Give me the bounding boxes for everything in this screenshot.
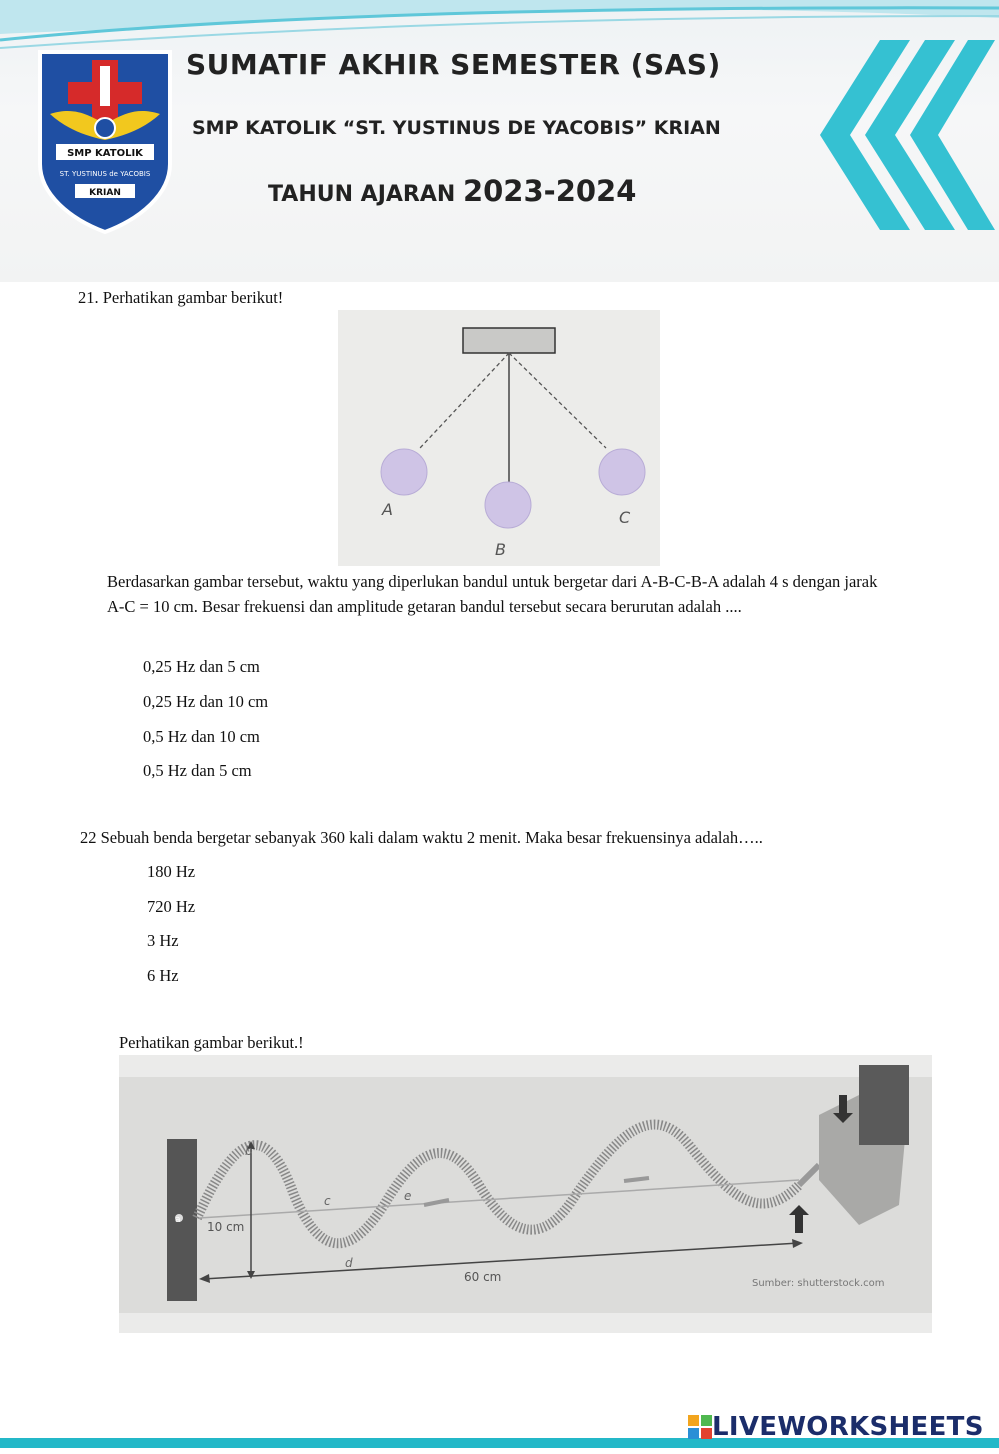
wave-label-b: b (245, 1144, 253, 1158)
page-header (0, 0, 999, 282)
academic-year (268, 174, 636, 208)
question-21-number: 21. (78, 288, 99, 307)
q21-option-3[interactable]: 0,5 Hz dan 10 cm (143, 727, 260, 746)
q22-option-1[interactable]: 180 Hz (147, 862, 196, 881)
pendulum-label-c: C (619, 508, 631, 527)
logo-text-1: SMP KATOLIK (67, 148, 143, 159)
logo-text-2: ST. YUSTINUS de YACOBIS (59, 170, 151, 178)
spring-wave-figure (119, 1055, 932, 1333)
wave-length-label: 60 cm (464, 1270, 502, 1284)
q22-option-3[interactable]: 3 Hz (147, 931, 179, 950)
pendulum-label-a: A (382, 500, 393, 519)
question-22-number: 22 (80, 828, 97, 847)
wave-amplitude-label: 10 cm (207, 1220, 245, 1234)
liveworksheets-icon (688, 1415, 712, 1439)
school-logo (30, 44, 180, 234)
wave-label-c: c (324, 1194, 331, 1208)
wave-label-e: e (404, 1189, 412, 1203)
question-21-header (78, 286, 283, 310)
question-22-header (80, 826, 763, 850)
logo-text-3: KRIAN (89, 188, 121, 198)
q22-option-2[interactable]: 720 Hz (147, 897, 196, 916)
question-21-prompt: Perhatikan gambar berikut! (102, 288, 284, 307)
wave-source-label: Sumber: shutterstock.com (752, 1278, 885, 1289)
q21-option-4[interactable]: 0,5 Hz dan 5 cm (143, 761, 252, 780)
question-23-prompt: Perhatikan gambar berikut.! (119, 1033, 304, 1052)
footer-brand: LIVEWORKSHEETS (712, 1412, 984, 1442)
q21-option-1[interactable]: 0,25 Hz dan 5 cm (143, 657, 260, 676)
question-22-text: Sebuah benda bergetar sebanyak 360 kali dalam waktu 2 menit. Maka besar frekuensinya adalah….. (100, 828, 763, 847)
question-21-text: Berdasarkan gambar tersebut, waktu yang diperlukan bandul untuk bergetar dari A-B-C-B-A adalah 4 s dengan jarak A-C = 10 cm. Besar frekuensi dan amplitude getaran bandul tersebut secara berurutan adalah .... (107, 572, 878, 616)
wave-label-a: a (175, 1215, 181, 1225)
q22-option-4[interactable]: 6 Hz (147, 966, 179, 985)
chevron-decoration-icon (810, 30, 999, 240)
academic-year-value: 2023-2024 (462, 174, 637, 208)
school-name: SMP KATOLIK “ST. YUSTINUS DE YACOBIS” KRIAN (192, 117, 721, 139)
pendulum-figure (338, 310, 660, 566)
pendulum-label-b: B (495, 540, 506, 559)
liveworksheets-logo (688, 1412, 984, 1442)
q21-option-2[interactable]: 0,25 Hz dan 10 cm (143, 692, 269, 711)
academic-year-label: TAHUN AJARAN (268, 182, 463, 207)
wave-label-d: d (345, 1256, 353, 1270)
exam-title: SUMATIF AKHIR SEMESTER (SAS) (186, 48, 721, 81)
